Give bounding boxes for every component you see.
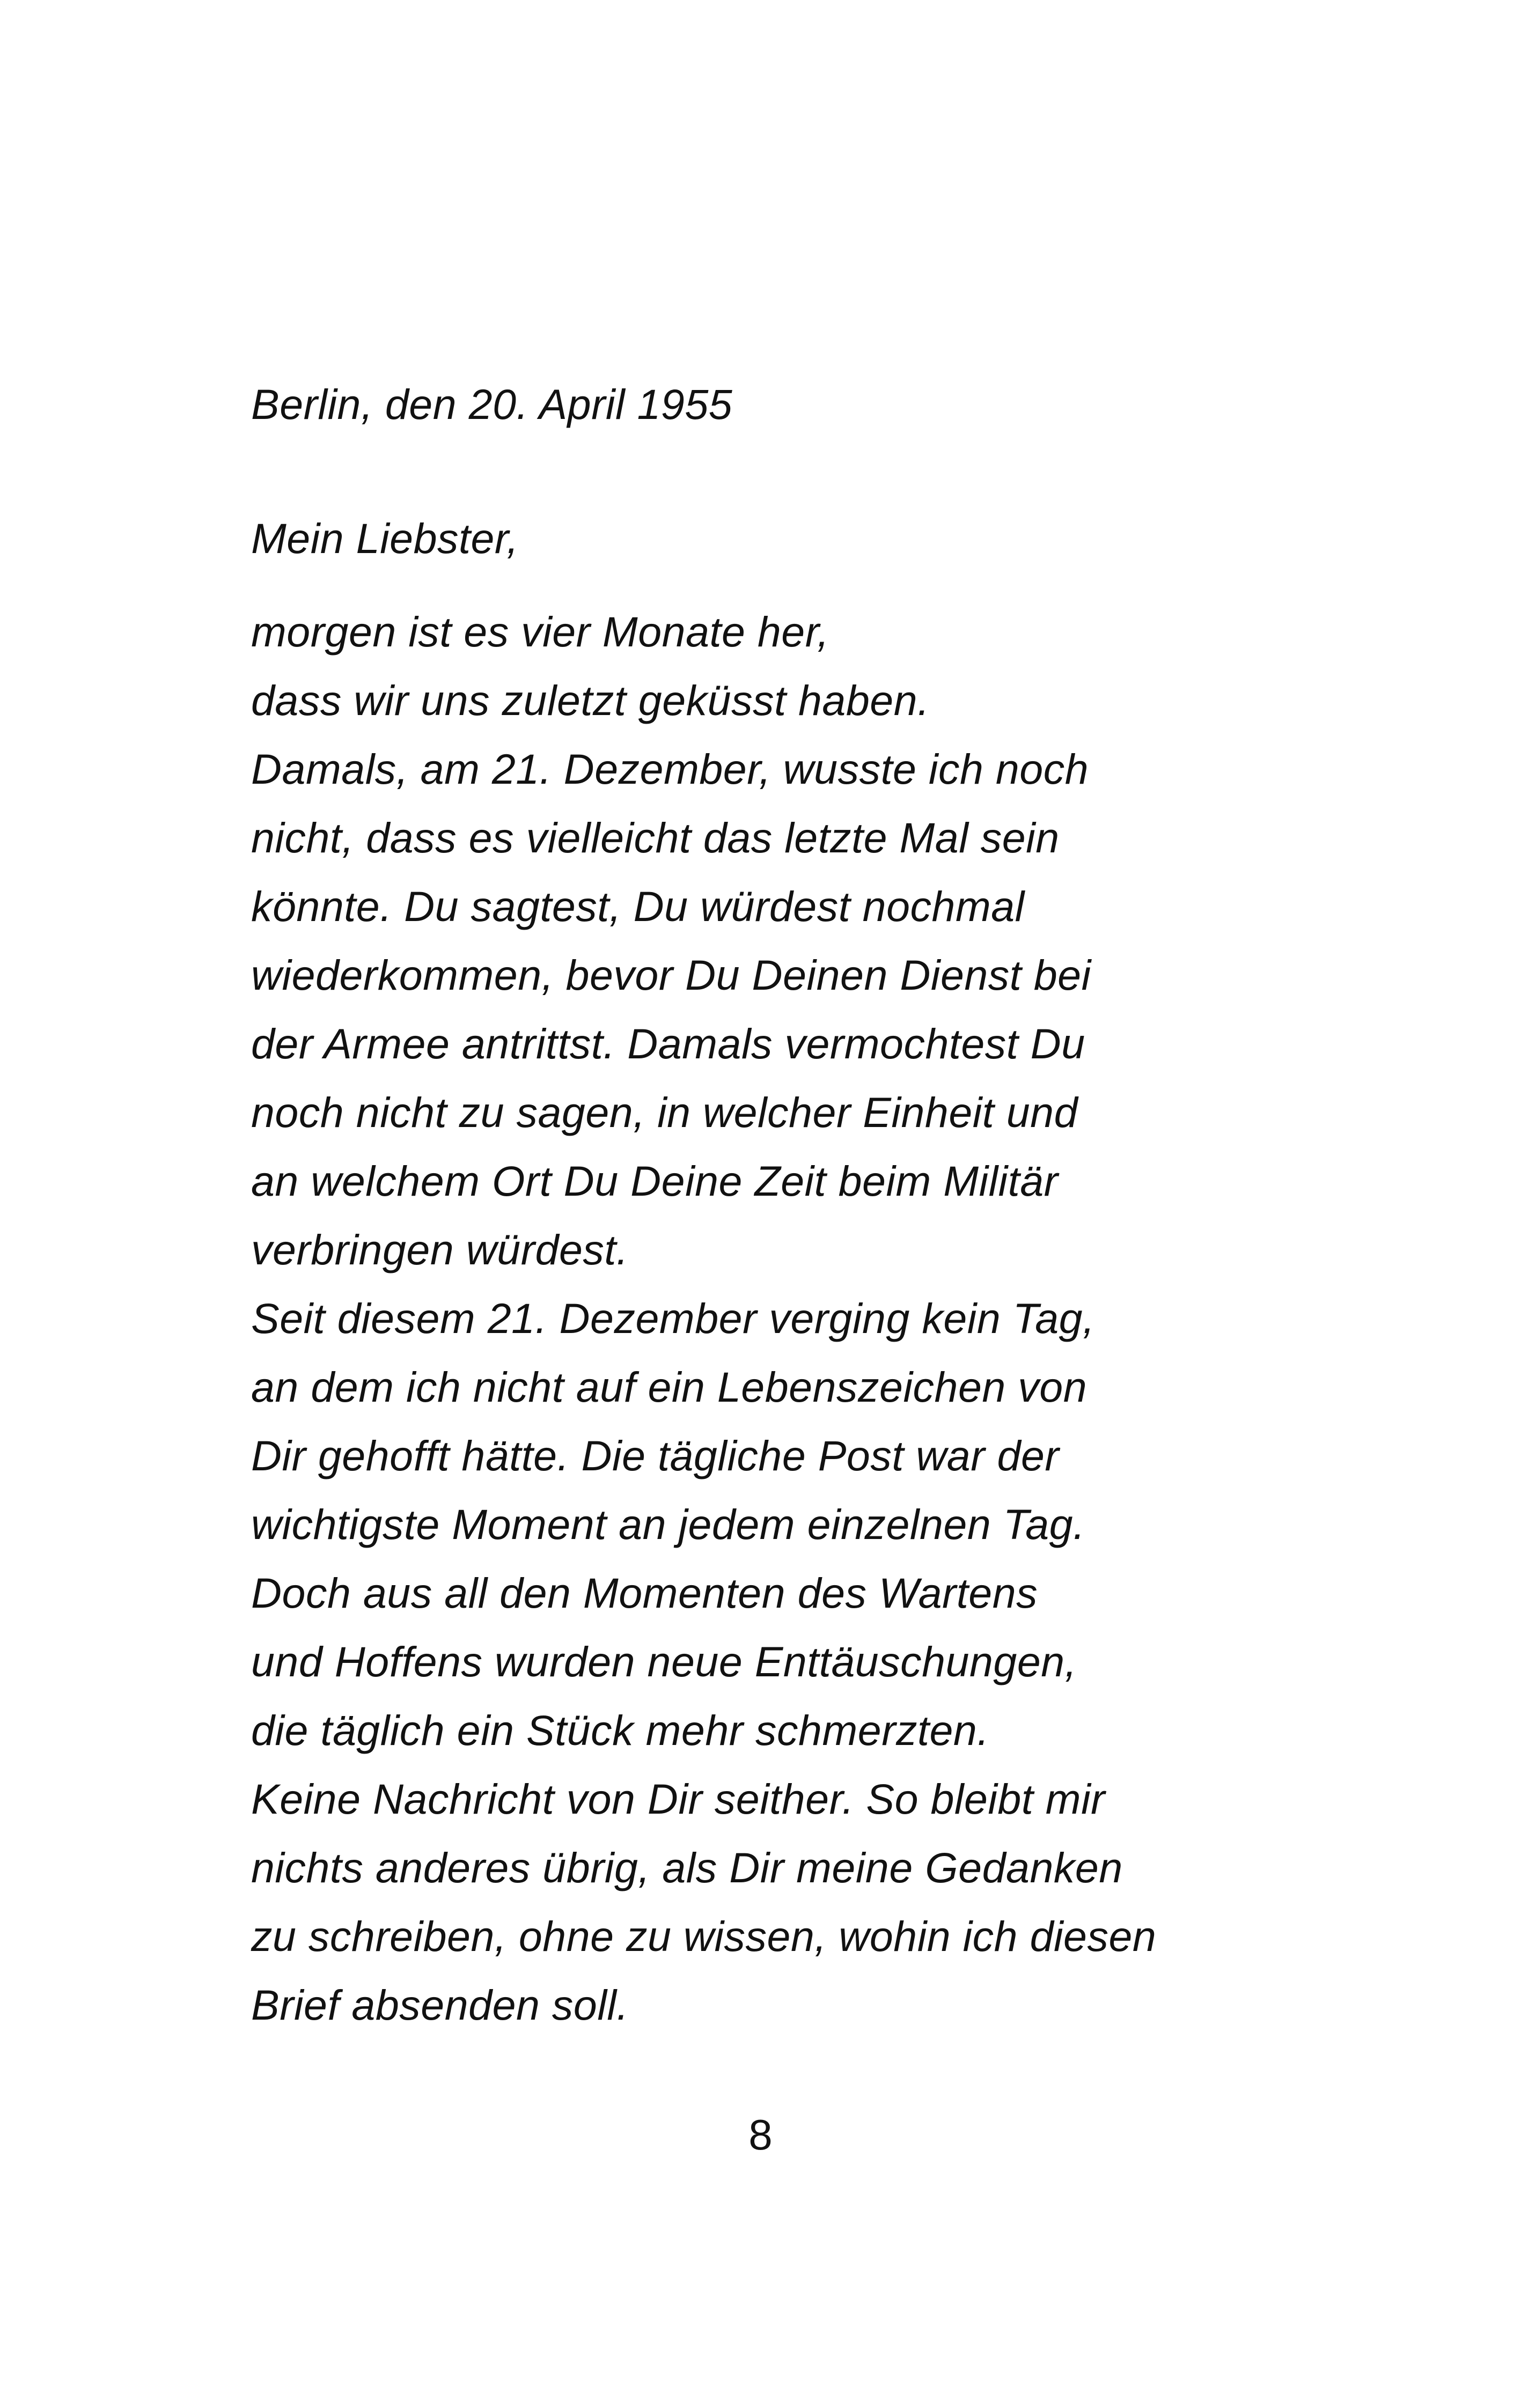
letter-line: noch nicht zu sagen, in welcher Einheit und bbox=[251, 1088, 1078, 1136]
letter-line: dass wir uns zuletzt geküsst haben. bbox=[251, 676, 930, 724]
letter-line: Seit diesem 21. Dezember verging kein Tag, bbox=[251, 1294, 1095, 1342]
letter-body bbox=[251, 598, 1324, 2039]
letter-line: nicht, dass es vielleicht das letzte Mal sein bbox=[251, 814, 1060, 861]
letter-line: und Hoffens wurden neue Enttäuschungen, bbox=[251, 1638, 1077, 1685]
letter-line: an dem ich nicht auf ein Lebenszeichen von bbox=[251, 1363, 1088, 1411]
letter-line: der Armee antrittst. Damals vermochtest Du bbox=[251, 1020, 1085, 1067]
letter-line: Brief absenden soll. bbox=[251, 1981, 629, 2029]
letter-line: wiederkommen, bevor Du Deinen Dienst bei bbox=[251, 951, 1091, 999]
letter-line: an welchem Ort Du Deine Zeit beim Militär bbox=[251, 1157, 1059, 1205]
page-number: 8 bbox=[748, 2111, 773, 2159]
letter-dateline: Berlin, den 20. April 1955 bbox=[251, 380, 733, 428]
letter-line: könnte. Du sagtest, Du würdest nochmal bbox=[251, 882, 1025, 930]
letter-line: morgen ist es vier Monate her, bbox=[251, 608, 829, 656]
letter-line: verbringen würdest. bbox=[251, 1226, 629, 1273]
letter-line: zu schreiben, ohne zu wissen, wohin ich diesen bbox=[251, 1912, 1157, 1960]
letter-line: Keine Nachricht von Dir seither. So bleibt mir bbox=[251, 1775, 1105, 1823]
letter-line: nichts anderes übrig, als Dir meine Gedanken bbox=[251, 1844, 1123, 1891]
letter-salutation: Mein Liebster, bbox=[251, 514, 519, 562]
letter-line: Doch aus all den Momenten des Wartens bbox=[251, 1569, 1038, 1617]
letter-line: wichtigste Moment an jedem einzelnen Tag. bbox=[251, 1500, 1085, 1548]
letter-line: Dir gehofft hätte. Die tägliche Post war der bbox=[251, 1432, 1060, 1479]
letter-line: Damals, am 21. Dezember, wusste ich noch bbox=[251, 745, 1089, 793]
letter-line: die täglich ein Stück mehr schmerzten. bbox=[251, 1706, 989, 1754]
letter-text bbox=[251, 370, 1324, 2039]
